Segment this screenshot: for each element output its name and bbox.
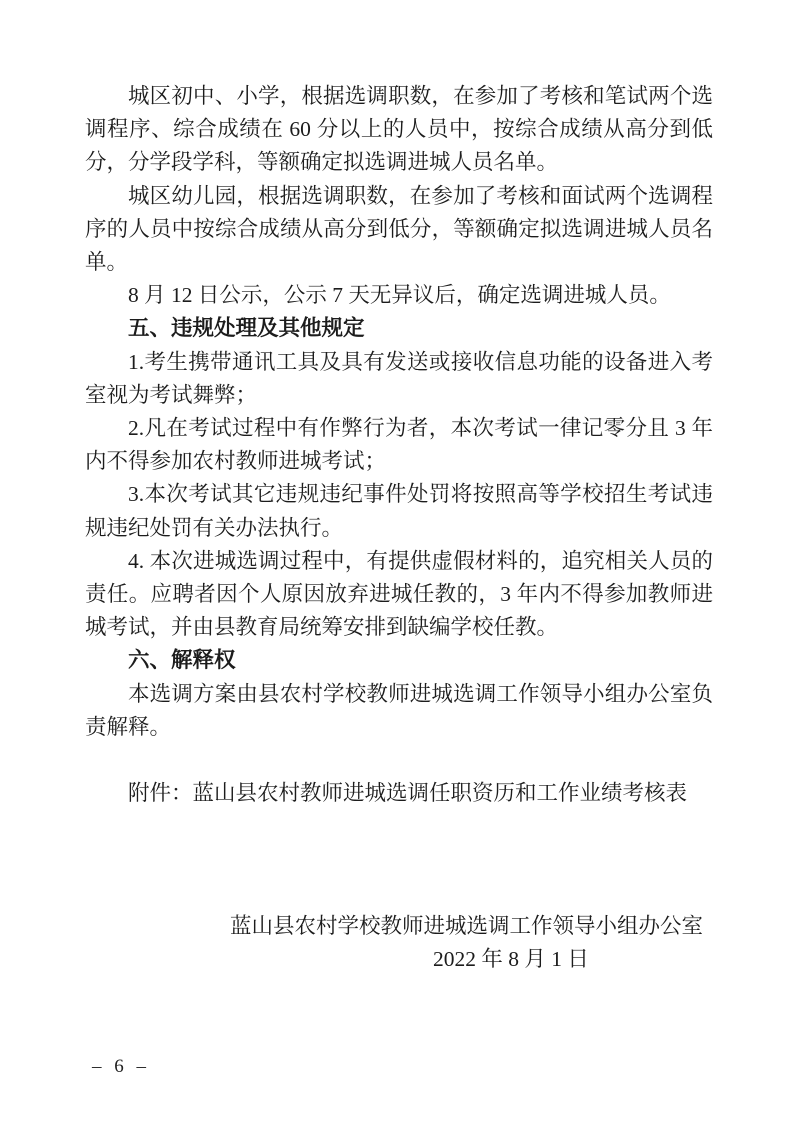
paragraph-rule-4: 4. 本次进城选调过程中，有提供虚假材料的，追究相关人员的责任。应聘者因个人原因放弃进城任教的，3 年内不得参加教师进城考试，并由县教育局统筹安排到缺编学校任教。 [85,548,713,640]
section-heading-interpretation: 六、解释权 [128,648,236,673]
attachment-line: 附件：蓝山县农村教师进城选调任职资历和工作业绩考核表 [128,781,688,806]
paragraph-publicity-date: 8 月 12 日公示，公示 7 天无异议后，确定选调进城人员。 [128,283,671,308]
section-heading-violations: 五、违规处理及其他规定 [128,316,365,341]
paragraph-rule-2: 2.凡在考试过程中有作弊行为者，本次考试一律记零分且 3 年内不得参加农村教师进城考试； [85,416,713,474]
paragraph-rule-1: 1.考生携带通讯工具及具有发送或接收信息功能的设备进入考室视为考试舞弊； [85,349,713,407]
signature-date: 2022 年 8 月 1 日 [433,947,589,972]
paragraph-interpretation: 本选调方案由县农村学校教师进城选调工作领导小组办公室负责解释。 [85,681,713,739]
spacer [85,744,713,777]
paragraph-city-middle-primary: 城区初中、小学，根据选调职数，在参加了考核和笔试两个选调程序、综合成绩在 60 分以上的人员中，按综合成绩从高分到低分，分学段学科，等额确定拟选调进城人员名单。 [85,84,713,175]
signature-organization: 蓝山县农村学校教师进城选调工作领导小组办公室 [230,914,704,939]
paragraph-rule-3: 3.本次考试其它违规违纪事件处罚将按照高等学校招生考试违规违纪处罚有关办法执行。 [85,482,713,540]
page-number: – 6 – [92,1056,150,1077]
paragraph-city-kindergarten: 城区幼儿园，根据选调职数，在参加了考核和面试两个选调程序的人员中按综合成绩从高分到低分，等额确定拟选调进城人员名单。 [85,183,713,275]
document-body [85,80,713,976]
spacer [85,810,713,910]
